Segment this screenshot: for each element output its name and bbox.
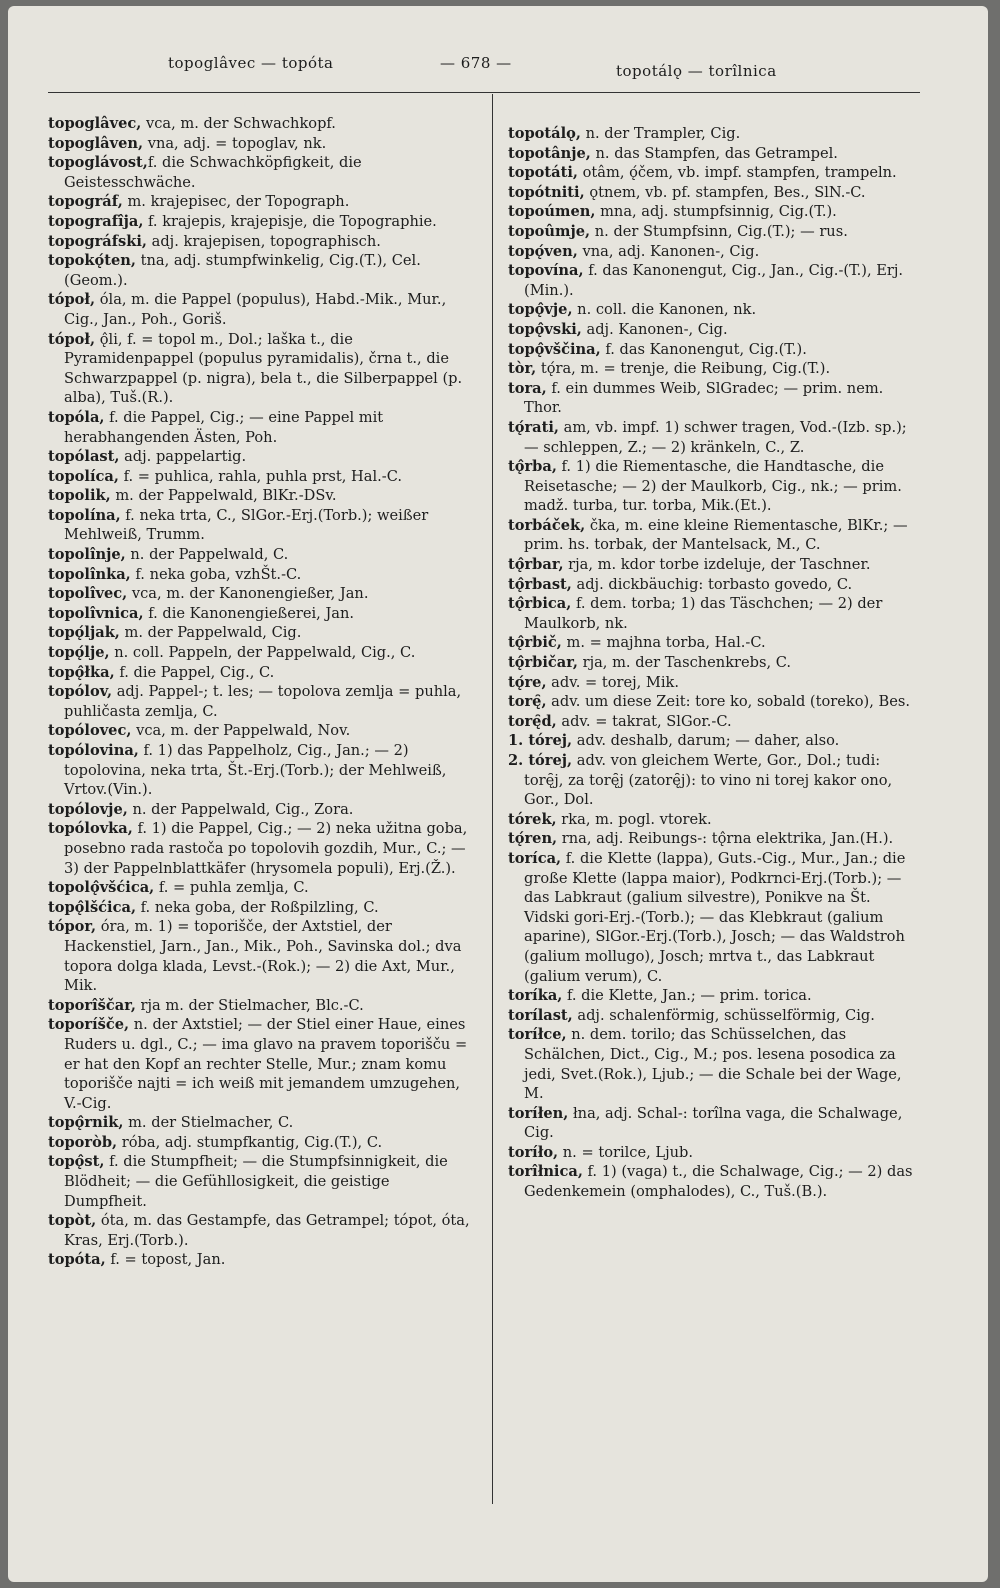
dictionary-entry [48,506,476,545]
dictionary-entry [48,212,476,232]
definition: m. der Pappelwald, BlKr.-DSv. [110,487,337,505]
headword: tǫ́re, [508,673,547,691]
headword: topólovka, [48,820,133,838]
headword: torę̑, [508,693,547,711]
dictionary-entry [508,359,918,379]
dictionary-entry [508,731,918,751]
definition: adv. von gleichem Werte, Gor., Dol.; tudi: torę̑j, za torę̑j (zatorę̑j): to vino ni torej kakor ono, Gor., Dol. [524,752,893,809]
dictionary-entry [508,320,918,340]
definition: f. = puhlica, rahla, puhla prst, Hal.-C. [118,467,402,485]
headword: tópoł, [48,291,96,309]
definition: n. der Stumpfsinn, Cig.(T.); — rus. [590,222,848,240]
headword: topòt, [48,1212,97,1230]
dictionary-entry [508,1162,918,1201]
dictionary-entry [508,594,918,633]
dictionary-entry [508,692,918,712]
headword: topográf, [48,193,123,211]
definition: m. = majhna torba, Hal.-C. [561,634,766,652]
definition: óta, m. das Gestampfe, das Getrampel; tópot, óta, Kras, Erj.(Torb.). [64,1212,470,1249]
definition: n. = torilce, Ljub. [558,1143,693,1161]
headword: topǫ̂st, [48,1153,105,1171]
headword: tǫ̂rbica, [508,595,572,613]
definition: adv. deshalb, darum; — daher, also. [572,732,840,750]
definition: f. das Kanonengut, Cig.(T.). [600,340,807,358]
dictionary-entry [48,604,476,624]
definition: f. 1) (vaga) t., die Schalwage, Cig.; — 2) das Gedenkemein (omphalodes), C., Tuš.(B.). [524,1163,913,1201]
dictionary-entry [48,623,476,643]
headword: topolíca, [48,467,119,485]
definition: vna, adj. = topoglav, nk. [143,134,327,152]
dictionary-entry [48,800,476,820]
definition: f. das Kanonengut, Cig., Jan., Cig.-(T.), Erj.(Min.). [524,262,904,299]
definition: m. der Pappelwald, Cig. [119,624,302,642]
headword: topolína, [48,506,121,524]
definition: m. krajepisec, der Topograph. [122,193,350,211]
definition: f. 1) die Riementasche, die Handtasche, die Reisetasche; — 2) der Maulkorb, Cig., nk.; — prim. madž. turba, tur. torba, Mik.(Et.). [524,458,902,515]
headword: tora, [508,379,547,397]
dictionary-entry [48,486,476,506]
headword: topǫ̂vski, [508,320,582,338]
headword: tǫ́rati, [508,418,559,436]
dictionary-entry [508,144,918,164]
dictionary-entry [508,810,918,830]
dictionary-entry [48,114,476,134]
headword: 2. tórej, [508,752,573,769]
definition: f. = puhla zemlja, C. [154,879,309,897]
dictionary-entry [508,555,918,575]
dictionary-entry [508,379,918,418]
definition: n. dem. torilo; das Schüsselchen, das Schälchen, Dict., Cig., M.; pos. lesena posodica za jedi, Svet.(Rok.), Ljub.; — die Schale bei der Wage, M. [524,1026,902,1103]
dictionary-entry [48,721,476,741]
dictionary-entry [508,1025,918,1103]
definition: óla, m. die Pappel (populus), Habd.-Mik., Mur., Cig., Jan., Poh., Goriš. [64,291,447,328]
dictionary-entry [48,917,476,995]
definition: vna, adj. Kanonen-, Cig. [577,242,760,260]
definition: čka, m. eine kleine Riementasche, BlKr.; — prim. hs. torbak, der Mantelsack, M., C. [524,516,908,554]
headword: topólovje, [48,800,128,818]
dictionary-entry [48,996,476,1016]
dictionary-entry [508,242,918,262]
dictionary-entry [48,663,476,683]
definition: f. 1) die Pappel, Cig.; — 2) neka užitna goba, posebno rada rastoča po topolovih gozdih, Mur., C.; — 3) der Pappelnblattkäfer (hrysomela populi), Erj.(Ž.). [64,820,468,877]
definition: rja, m. der Taschenkrebs, C. [577,654,792,672]
dictionary-entry [508,222,918,242]
dictionary-entry [508,124,918,144]
headword: topoglâven, [48,134,144,152]
dictionary-entry [508,751,918,810]
definition: f. krajepis, krajepisje, die Topographie. [143,212,437,230]
headword: topǫ̂vje, [508,301,573,319]
dictionary-entry [508,1143,918,1163]
headword: topǫ́lje, [48,644,110,662]
headword: tǫ̂rbič, [508,634,562,652]
dictionary-entry [508,712,918,732]
dictionary-entry [508,183,918,203]
definition: f. die Klette, Jan.; — prim. torica. [562,987,812,1005]
headword: topólovec, [48,722,132,740]
definition: mna, adj. stumpfsinnig, Cig.(T.). [595,203,837,221]
headword: tǫ̂rba, [508,458,557,476]
headword: toporîščar, [48,996,136,1014]
dictionary-entry [48,545,476,565]
dictionary-entry [508,300,918,320]
headword: topǫ́ljak, [48,624,120,642]
definition: am, vb. impf. 1) schwer tragen, Vod.-(Izb. sp.); — schleppen, Z.; — 2) kränkeln, C., Z. [524,418,907,456]
page-number: — 678 — [440,54,512,72]
definition: f. ein dummes Weib, SlGradec; — prim. nem. Thor. [524,379,884,417]
definition: vca, m. der Schwachkopf. [141,115,336,132]
headword: topokǫ́ten, [48,252,136,270]
dictionary-entry [48,1250,476,1270]
definition: rja m. der Stielmacher, Blc.-C. [135,996,364,1014]
definition: adv. = torej, Mik. [546,673,680,691]
dictionary-entry [508,261,918,300]
definition: vca, m. der Pappelwald, Nov. [131,722,351,740]
dictionary-entry [508,986,918,1006]
column-divider [492,94,493,1504]
headword: topǫ̂lšćica, [48,898,137,916]
headword: torbáček, [508,516,586,534]
definition: adj. krajepisen, topographisch. [147,232,381,250]
dictionary-entry [48,232,476,252]
dictionary-entry [48,153,476,192]
header-left-guide-words: topoglâvec — topóta [168,54,334,72]
headword: toríłen, [508,1104,569,1122]
header-rule [48,92,920,93]
headword: torîłnica, [508,1163,583,1181]
definition: f. neka goba, der Roßpilzling, C. [136,898,379,916]
left-column [48,114,476,1270]
headword: topólov, [48,683,113,701]
headword: torílast, [508,1006,573,1024]
headword: topografîja, [48,212,144,230]
definition: n. der Trampler, Cig. [580,125,741,142]
headword: toporòb, [48,1133,118,1151]
headword: topólovina, [48,742,139,759]
page-header [8,54,988,84]
headword: toríłce, [508,1026,567,1044]
dictionary-entry [508,575,918,595]
dictionary-entry [48,447,476,467]
headword: topovína, [508,262,584,280]
headword: topóta, [48,1251,106,1269]
definition: f. dem. torba; 1) das Täschchen; — 2) der Maulkorb, nk. [524,595,883,632]
headword: topográfski, [48,232,147,250]
dictionary-entry [48,1152,476,1211]
definition: adj. Kanonen-, Cig. [581,320,728,338]
definition: f. 1) das Pappelholz, Cig., Jan.; — 2) topolovina, neka trta, Št.-Erj.(Torb.); der Mehlweiß, Vrtov.(Vin.). [64,742,447,799]
dictionary-entry [508,1104,918,1143]
definition: m. der Stielmacher, C. [123,1114,294,1132]
definition: n. der Pappelwald, C. [125,546,289,564]
headword: topólast, [48,448,120,466]
dictionary-entry [48,565,476,585]
definition: f. die Schwachköpfigkeit, die Geistesschwäche. [64,154,362,191]
headword: tópoł, [48,330,96,348]
dictionary-entry [508,849,918,986]
definition: adj. pappelartig. [119,448,247,466]
headword: toríka, [508,987,563,1005]
headword: topǫ̂rnik, [48,1114,124,1132]
headword: topǫ̂vščina, [508,340,601,358]
headword: tórek, [508,810,557,828]
definition: óra, m. 1) = toporišče, der Axtstiel, der Hackenstiel, Jarn., Jan., Mik., Poh., Savinska dol.; dva topora dolga klada, Levst.-(Rok.); — 2) die Axt, Mur., Mik. [64,918,462,995]
headword: topolik, [48,487,111,505]
definition: n. der Pappelwald, Cig., Zora. [127,800,354,818]
definition: rna, adj. Reibungs-: tǫ̂rna elektrika, Jan.(H.). [557,830,894,848]
dictionary-entry [48,467,476,487]
headword: tòr, [508,360,537,378]
dictionary-entry [508,202,918,222]
headword: topotânje, [508,144,591,162]
dictionary-entry [48,408,476,447]
definition: ǫ̂li, f. = topol m., Dol.; laška t., die Pyramidenpappel (populus pyramidalis), črna t., die Schwarzpappel (p. nigra), bela t., die Silberpappel (p. alba), Tuš.(R.). [64,330,463,407]
definition: f. die Pappel, Cig., C. [114,663,275,681]
dictionary-entry [508,340,918,360]
headword: tópor, [48,918,97,936]
definition: vca, m. der Kanonengießer, Jan. [127,585,369,603]
headword: tǫ̂rbar, [508,556,564,574]
definition: rja, m. kdor torbe izdeluje, der Taschner. [563,556,871,574]
headword: topolîvec, [48,585,128,603]
headword: topoúmen, [508,203,596,221]
dictionary-entry [48,898,476,918]
definition: f. die Pappel, Cig.; — eine Pappel mit herabhangenden Ästen, Poh. [64,408,384,446]
headword: tǫ́ren, [508,830,558,848]
dictionary-entry [48,584,476,604]
header-right-guide-words: topotálǫ — torîlnica [616,62,777,80]
headword: topolînka, [48,565,131,583]
definition: f. die Stumpfheit; — die Stumpfsinnigkeit, die Blödheit; — die Gefühllosigkeit, die geistige Dumpfheit. [64,1153,448,1210]
headword: tǫ̂rbast, [508,575,572,593]
definition: n. coll. die Kanonen, nk. [572,301,757,319]
headword: torę̑d, [508,712,557,730]
headword: topǫ́ven, [508,242,578,260]
dictionary-entry [508,516,918,555]
definition: róba, adj. stumpfkantig, Cig.(T.), C. [117,1133,383,1151]
dictionary-entry [48,819,476,878]
headword: topoglávost, [48,154,148,172]
dictionary-entry [48,251,476,290]
headword: topoglâvec, [48,115,142,132]
definition: n. coll. Pappeln, der Pappelwald, Cig., C. [109,644,416,662]
definition: adj. Pappel-; t. les; — topolova zemlja = puhla, puhličasta zemlja, C. [64,683,462,720]
headword: topolîvnica, [48,604,144,622]
definition: adj. schalenförmig, schüsselförmig, Cig. [572,1006,875,1024]
headword: topoûmje, [508,222,591,240]
dictionary-entry [48,330,476,408]
headword: topotálǫ, [508,125,581,142]
dictionary-entry [508,653,918,673]
definition: n. das Stampfen, das Getrampel. [590,144,838,162]
headword: topǫ̂łka, [48,663,115,681]
dictionary-entry [48,290,476,329]
headword: toporíšče, [48,1016,130,1034]
dictionary-entry [48,1113,476,1133]
definition: n. der Axtstiel; — der Stiel einer Haue, eines Ruders u. dgl., C.; — ima glavo na pravem toporišču = er hat den Kopf an rechter Stelle, Mur.; znam komu toporišče najti = ich weiß mit jemandem umzugehen, V.-Cig. [64,1016,468,1112]
definition: adv. = takrat, SlGor.-C. [556,712,732,730]
dictionary-entry [508,418,918,457]
definition: f. die Klette (lappa), Guts.-Cig., Mur., Jan.; die große Klette (lappa maior), Podkrnci-Erj.(Torb.); — das Labkraut (galium silvestre), Ponikve na Št. Vidski gori-Erj.-(Torb.); — das Klebkraut (galium aparine), SlGor.-Erj.(Torb.), Josch; — das Waldstroh (galium mollugo), Josch; mrtva t., das Labkraut (galium verum), C. [524,849,906,985]
headword: topóla, [48,408,105,426]
definition: f. neka trta, C., SlGor.-Erj.(Torb.); weißer Mehlweiß, Trumm. [64,506,429,544]
headword: 1. tórej, [508,732,573,750]
definition: tǫ́ra, m. = trenje, die Reibung, Cig.(T.). [536,360,831,378]
dictionary-entry [508,633,918,653]
dictionary-entry [48,192,476,212]
headword: tǫ̂rbičar, [508,654,578,672]
headword: toríca, [508,849,562,867]
definition: adv. um diese Zeit: tore ko, sobald (toreko), Bes. [546,693,910,711]
dictionary-page [8,6,988,1582]
dictionary-entry [48,1211,476,1250]
definition: f. neka goba, vzhŠt.-C. [130,565,302,583]
dictionary-entry [508,1006,918,1026]
definition: f. = topost, Jan. [105,1251,226,1269]
definition: tna, adj. stumpfwinkelig, Cig.(T.), Cel.(Geom.). [64,252,421,289]
headword: toríło, [508,1143,559,1161]
headword: topótniti, [508,183,585,201]
definition: otâm, ǫ́čem, vb. impf. stampfen, trampeln. [577,164,897,182]
definition: adj. dickbäuchig: torbasto govedo, C. [571,575,853,593]
dictionary-entry [508,163,918,183]
headword: topolǫ̂všćica, [48,879,155,897]
dictionary-entry [48,741,476,800]
dictionary-entry [508,673,918,693]
dictionary-entry [48,682,476,721]
dictionary-entry [48,1015,476,1113]
right-column [508,124,918,1202]
dictionary-entry [48,878,476,898]
headword: topotáti, [508,164,578,182]
dictionary-entry [508,829,918,849]
headword: topolînje, [48,546,126,564]
definition: f. die Kanonengießerei, Jan. [143,604,355,622]
definition: rka, m. pogl. vtorek. [556,810,712,828]
dictionary-entry [48,643,476,663]
definition: łna, adj. Schal-: torîlna vaga, die Schalwage, Cig. [524,1104,903,1142]
dictionary-entry [48,134,476,154]
dictionary-entry [48,1133,476,1153]
definition: ǫtnem, vb. pf. stampfen, Bes., SlN.-C. [584,183,866,201]
dictionary-entry [508,457,918,516]
